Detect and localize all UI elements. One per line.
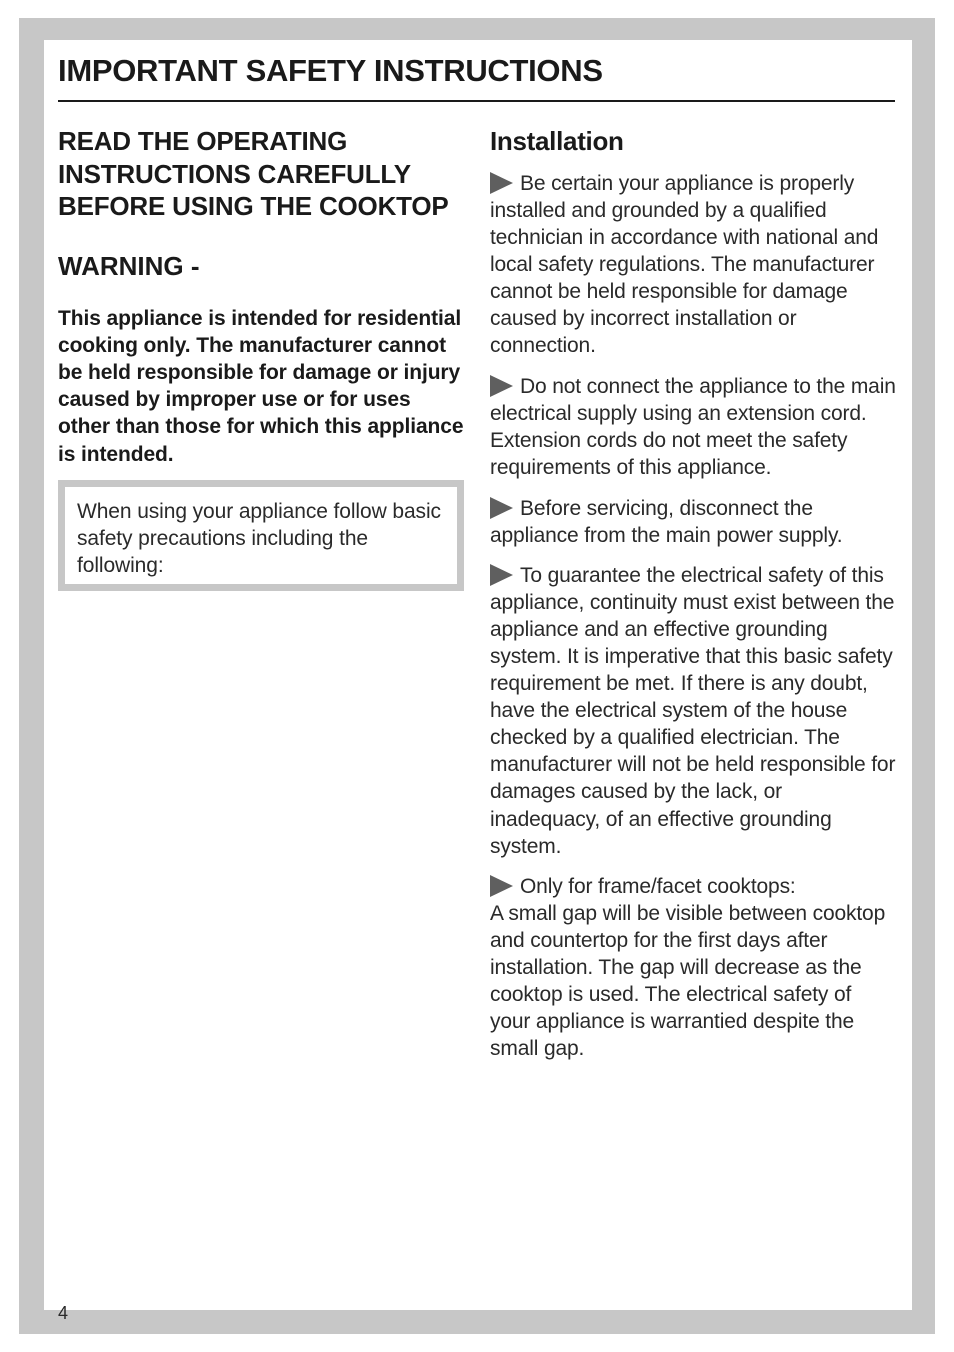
read-instructions-heading: READ THE OPERATING INSTRUCTIONS CAREFULLY BEFORE USING THE COOKTOP — [58, 126, 449, 221]
page-title: IMPORTANT SAFETY INSTRUCTIONS — [58, 53, 603, 88]
installation-item-text: To guarantee the electrical safety of this appliance, continuity must exist between the appliance and an effective grounding system. It is imperative that this basic safety requirement be met. If there is any doubt, have the electrical system of the house checked by a qualified electrician. The manufacturer will not be held responsible for damages caused by the lack, or inadequacy, of an effective grounding system. — [490, 564, 896, 858]
installation-heading: Installation — [490, 126, 624, 156]
left-column — [58, 125, 464, 591]
installation-item — [490, 373, 896, 481]
safety-notice-text: When using your appliance follow basic safety precautions including the following: — [77, 499, 441, 578]
warning-text: This appliance is intended for residential cooking only. The manufacturer cannot be held responsible for damage or injury caused by improper use or for uses other than those for which this appliance is intended. — [58, 306, 464, 466]
installation-item — [490, 562, 896, 860]
triangle-right-icon — [490, 875, 513, 897]
page-number: 4 — [58, 1303, 69, 1323]
warning-heading: WARNING - — [58, 250, 200, 281]
right-column — [490, 125, 896, 1062]
installation-item-text: Do not connect the appliance to the main electrical supply using an extension cord. Extension cords do not meet the safety requirements of this appliance. — [490, 374, 896, 479]
installation-item — [490, 495, 896, 549]
triangle-right-icon — [490, 375, 513, 397]
installation-item-text: Only for frame/facet cooktops: — [520, 875, 796, 899]
triangle-right-icon — [490, 497, 513, 519]
installation-item — [490, 170, 896, 359]
installation-item-text: Be certain your appliance is properly installed and grounded by a qualified technician in accordance with national and local safety regulations. The manufacturer cannot be held responsible for damage caused by incorrect installation or connection. — [490, 172, 879, 358]
title-divider — [58, 100, 895, 102]
triangle-right-icon — [490, 564, 513, 586]
safety-notice-box — [58, 480, 464, 592]
installation-item — [490, 873, 896, 1062]
installation-item-text: Before servicing, disconnect the appliance from the main power supply. — [490, 496, 843, 547]
triangle-right-icon — [490, 172, 513, 194]
installation-item-continuation: A small gap will be visible between cooktop and countertop for the first days after installation. The gap will decrease as the cooktop is used. The electrical safety of your appliance is warrantied despite the small gap. — [490, 902, 886, 1061]
